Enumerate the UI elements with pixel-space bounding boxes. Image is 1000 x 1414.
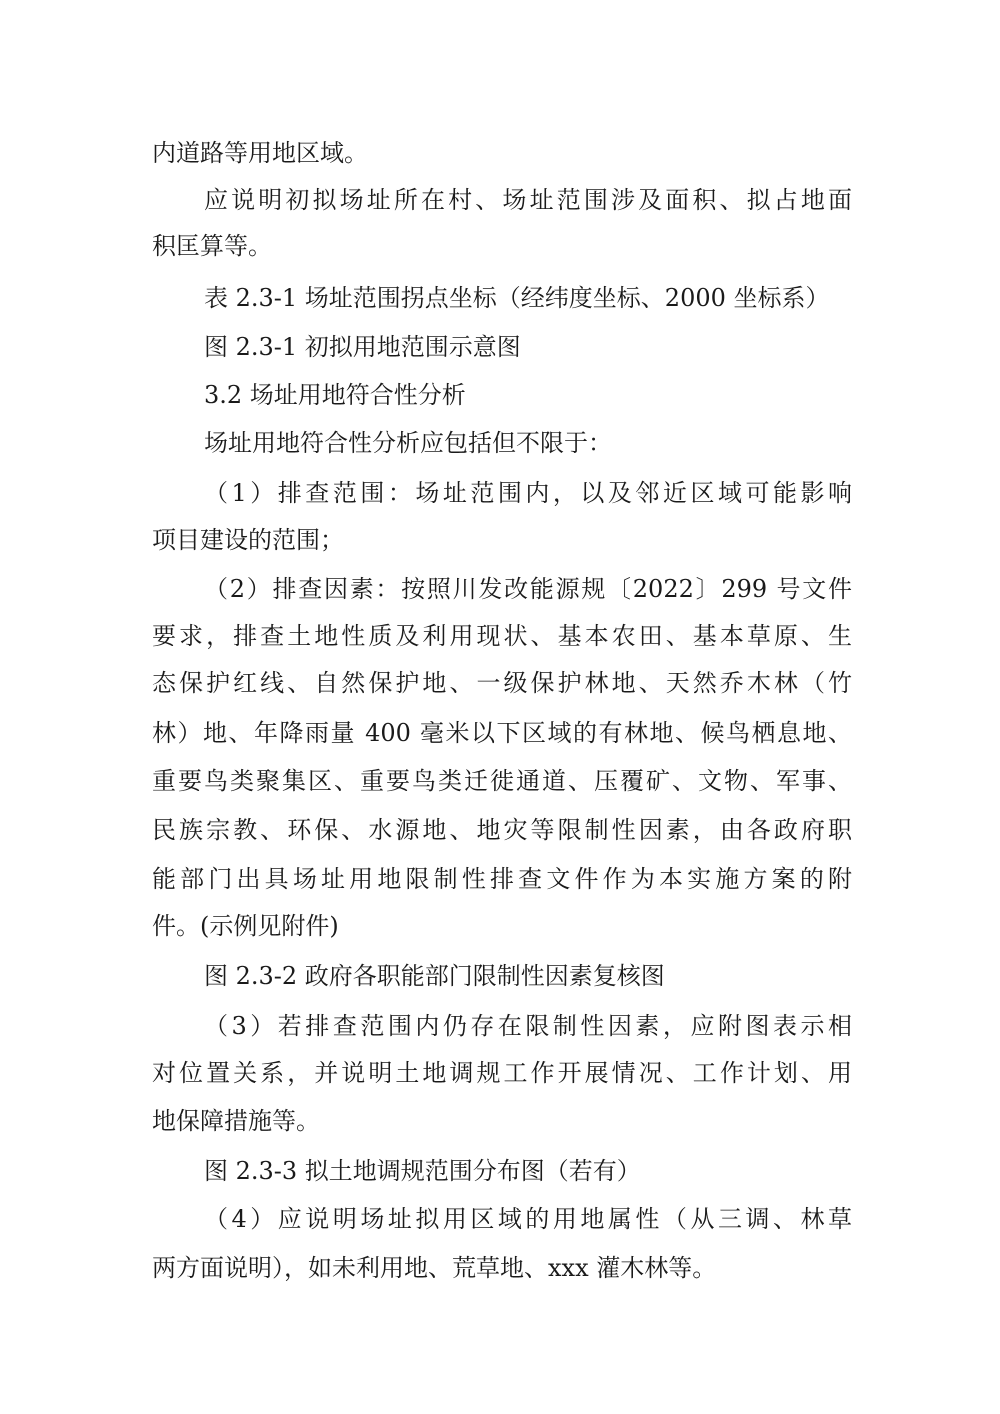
list-item-line: 态保护红线、自然保护地、一级保护林地、天然乔木林（竹 bbox=[152, 669, 852, 697]
section-heading: 3.2 场址用地符合性分析 bbox=[204, 381, 466, 409]
table-caption: 表 2.3-1 场址范围拐点坐标（经纬度坐标、2000 坐标系） bbox=[204, 284, 830, 312]
list-item-line: 对位置关系，并说明土地调规工作开展情况、工作计划、用 bbox=[152, 1059, 852, 1087]
list-item-line: 重要鸟类聚集区、重要鸟类迁徙通道、压覆矿、文物、军事、 bbox=[152, 767, 852, 795]
paragraph-line: 应说明初拟场址所在村、场址范围涉及面积、拟占地面 bbox=[204, 186, 852, 214]
paragraph-line: 积匡算等。 bbox=[152, 232, 272, 260]
list-item-line: 民族宗教、环保、水源地、地灾等限制性因素，由各政府职 bbox=[152, 816, 852, 844]
list-item-line: 林）地、年降雨量 400 毫米以下区域的有林地、候鸟栖息地、 bbox=[152, 719, 852, 747]
list-item-line: 项目建设的范围； bbox=[152, 526, 344, 554]
list-item-line: （1）排查范围：场址范围内，以及邻近区域可能影响 bbox=[204, 479, 852, 507]
figure-caption: 图 2.3-1 初拟用地范围示意图 bbox=[204, 333, 521, 361]
figure-caption: 图 2.3-2 政府各职能部门限制性因素复核图 bbox=[204, 962, 665, 990]
list-item-line: （4）应说明场址拟用区域的用地属性（从三调、林草 bbox=[204, 1205, 852, 1233]
list-item-line: （3）若排查范围内仍存在限制性因素，应附图表示相 bbox=[204, 1012, 852, 1040]
paragraph-line: 场址用地符合性分析应包括但不限于： bbox=[204, 429, 612, 457]
list-item-line: 件。(示例见附件) bbox=[152, 912, 339, 940]
list-item-line: 地保障措施等。 bbox=[152, 1107, 320, 1135]
paragraph-line: 内道路等用地区域。 bbox=[152, 139, 368, 167]
figure-caption: 图 2.3-3 拟土地调规范围分布图（若有） bbox=[204, 1157, 641, 1185]
list-item-line: （2）排查因素：按照川发改能源规〔2022〕299 号文件 bbox=[204, 575, 852, 603]
list-item-line: 要求，排查土地性质及利用现状、基本农田、基本草原、生 bbox=[152, 622, 852, 650]
list-item-line: 两方面说明），如未利用地、荒草地、xxx 灌木林等。 bbox=[152, 1254, 717, 1282]
list-item-line: 能部门出具场址用地限制性排查文件作为本实施方案的附 bbox=[152, 865, 852, 893]
